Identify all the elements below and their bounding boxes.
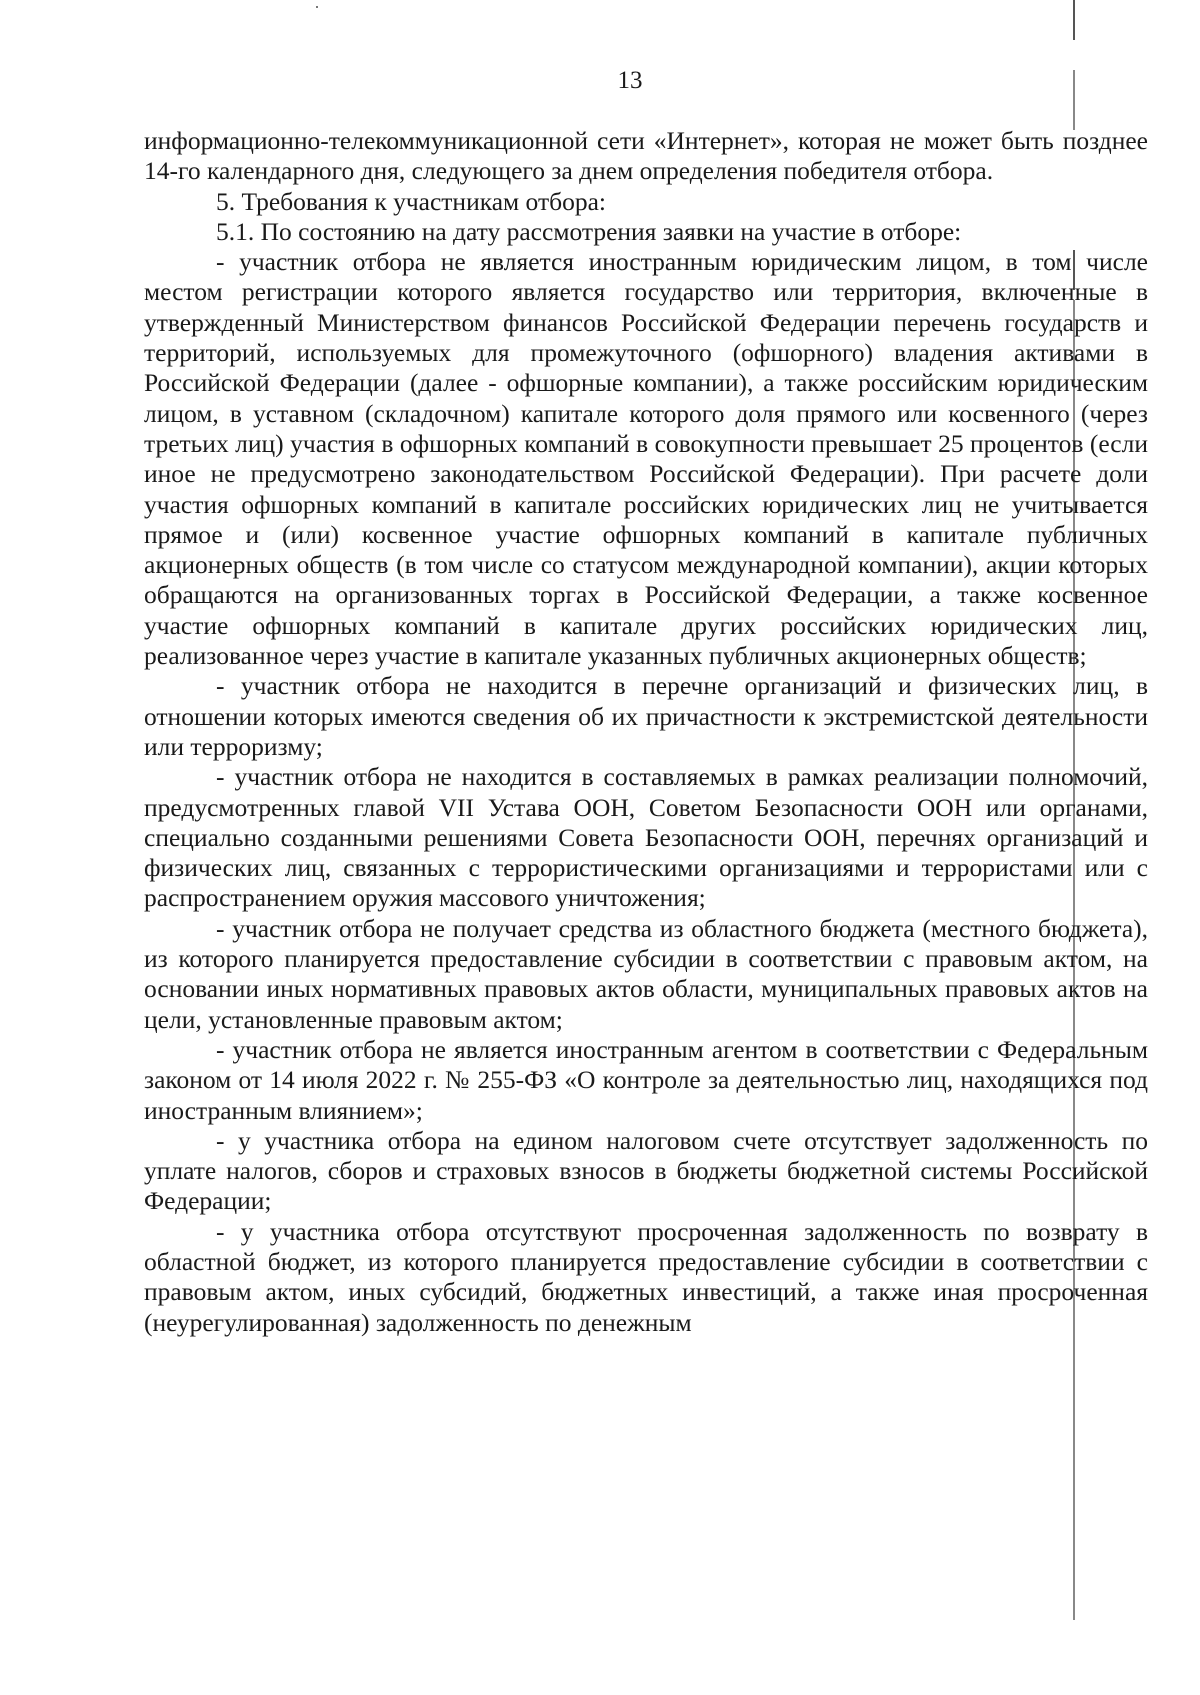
requirement-un-lists: - участник отбора не находится в составляемых в рамках реализации полномочий, предусмотренных главой VII Устава ООН, Советом Безопасности ООН или органами, специально созданными решениями Совета Безопасности ООН, перечнях организаций и физических лиц, связанных с террористическими организациями и террористами или с распространением оружия массового уничтожения; [144,762,1148,913]
document-body [144,126,1148,1338]
requirement-offshore: - участник отбора не является иностранным юридическим лицом, в том числе местом регистрации которого является государство или территория, включенные в утвержденный Министерством финансов Российской Федерации перечень государств и территорий, используемых для промежуточного (офшорного) владения активами в Российской Федерации (далее - офшорные компании), а также российским юридическим лицом, в уставном (складочном) капитале которого доля прямого или косвенного (через третьих лиц) участия в офшорных компаний в совокупности превышает 25 процентов (если иное не предусмотрено законодательством Российской Федерации). При расчете доли участия офшорных компаний в капитале российских юридических лиц не учитывается прямое и (или) косвенное участие офшорных компаний в капитале публичных акционерных обществ (в том числе со статусом международной компании), акции которых обращаются на организованных торгах в Российской Федерации, а также косвенное участие офшорных компаний в капитале других российских юридических лиц, реализованное через участие в капитале указанных публичных акционерных обществ; [144,247,1148,671]
scan-artifact-line [1073,0,1075,40]
requirement-overdue-debt: - у участника отбора отсутствуют просроченная задолженность по возврату в областной бюджет, из которого планируется предоставление субсидии в соответствии с правовым актом, иных субсидий, бюджетных инвестиций, а также иная просроченная (неурегулированная) задолженность по денежным [144,1216,1148,1337]
section-heading: 5. Требования к участникам отбора: [216,186,606,216]
scan-artifact-dot [316,6,318,8]
requirement-extremism: - участник отбора не находится в перечне организаций и физических лиц, в отношении которых имеются сведения об их причастности к экстремистской деятельности или терроризму; [144,671,1148,761]
subsection-heading: 5.1. По состоянию на дату рассмотрения заявки на участие в отборе: [216,216,962,246]
requirement-foreign-agent: - участник отбора не является иностранным агентом в соответствии с Федеральным законом от 14 июля 2022 г. № 255-ФЗ «О контроле за деятельностью лиц, находящихся под иностранным влиянием»; [144,1034,1148,1125]
requirement-tax-debt: - у участника отбора на едином налоговом счете отсутствует задолженность по уплате налогов, сборов и страховых взносов в бюджеты бюджетной системы Российской Федерации; [144,1125,1148,1216]
paragraph-continuation: информационно-телекоммуникационной сети «Интернет», которая не может быть позднее 14-го календарного дня, следующего за днем определения победителя отбора. [144,126,1148,186]
page-number: 13 [617,67,643,94]
requirement-budget-funds: - участник отбора не получает средства из областного бюджета (местного бюджета), из которого планируется предоставление субсидии в соответствии с правовым актом, на основании иных нормативных правовых актов области, муниципальных правовых актов на цели, установленные правовым актом; [144,913,1148,1034]
